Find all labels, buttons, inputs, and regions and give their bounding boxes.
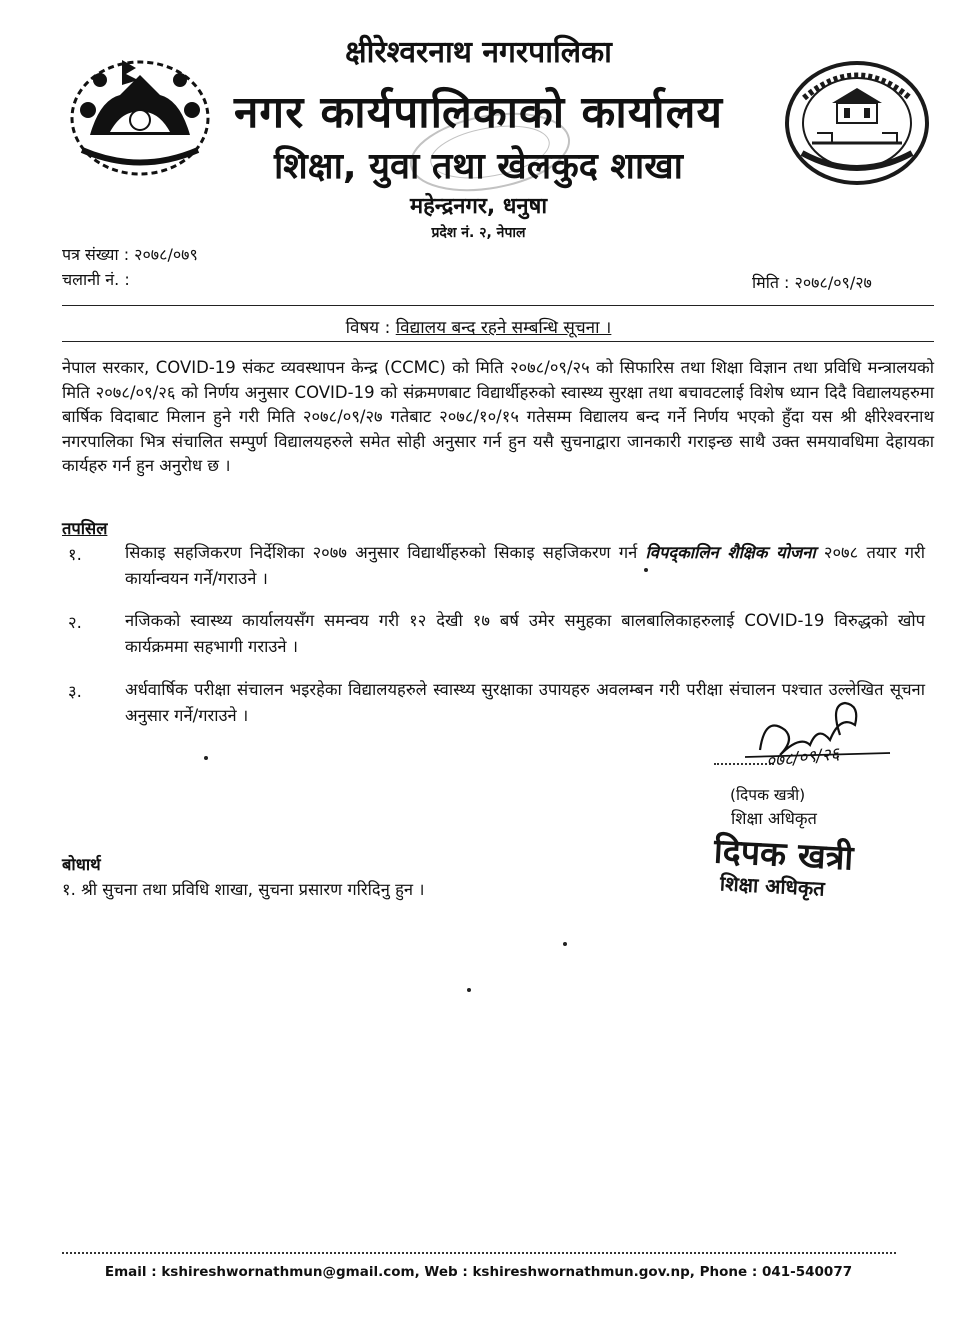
- city-address: महेन्द्रनगर, धनुषा: [409, 194, 548, 219]
- footer-divider: [62, 1252, 896, 1254]
- list-item: अर्धवार्षिक परीक्षा संचालन भइरहेका विद्यालयहरुले स्वास्थ्य सुरक्षाका उपायहरु अवलम्बन गरी परीक्षा संचालन पश्चात उल्लेखित सूचना अनुसार गर्ने/गराउने ।: [125, 680, 925, 725]
- ink-speck: [563, 942, 567, 946]
- subject-label: विषय :: [345, 318, 391, 338]
- cc-line: १. श्री सुचना तथा प्रविधि शाखा, सुचना प्रसारण गरिदिनु हुन ।: [62, 880, 425, 899]
- letter-number: पत्र संख्या : २०७८/०७९: [62, 245, 198, 264]
- cc-heading: बोधार्थ: [62, 855, 101, 874]
- province-address: प्रदेश नं. २, नेपाल: [431, 225, 526, 241]
- ink-speck: [204, 756, 208, 760]
- stamp-name: दिपक खत्री: [712, 831, 855, 879]
- list-item-text: २०७८ तयार गरी कार्यान्वयन गर्ने/गराउने ।: [125, 543, 925, 588]
- list-item-emphasis: विपद्कालिन शैक्षिक योजना: [645, 543, 816, 562]
- ink-speck: [467, 988, 471, 992]
- list-item-number: १.: [68, 545, 82, 564]
- divider: [62, 341, 934, 342]
- list-item-text: सिकाइ सहजिकरण निर्देशिका २०७७ अनुसार विद्यार्थीहरुको सिकाइ सहजिकरण गर्न: [125, 543, 646, 562]
- body-paragraph: नेपाल सरकार, COVID-19 संकट व्यवस्थापन केन्द्र (CCMC) को मिति २०७८/०९/२५ को सिफारिस तथा शिक्षा विज्ञान तथा प्रविधि मन्त्रालयको मिति २०७८/०९/२६ को निर्णय अनुसार COVID-19 को संक्रमणबाट विद्यार्थीहरुको स्वास्थ्य सुरक्षा तथा बचावटलाई विशेष ध्यान दिदै विद्यालयहरुमा बार्षिक विदाबाट मिलान हुने गरी मिति २०७८/०९/२७ गतेबाट २०७८/१०/१५ गतेसम्म विद्यालय बन्द गर्ने निर्णय भएको हुँदा यस श्री क्षीरेश्वरनाथ नगरपालिका भित्र संचालित सम्पुर्ण विद्यालयहरुले समेत सोही अनुसार गर्न हुन यसै सुचनाद्वारा जानकारी गराइन्छ साथै उक्त समयावधिमा देहायका कार्यहरु गर्न हुन अनुरोध छ ।: [62, 358, 934, 475]
- signatory-title: शिक्षा अधिकृत: [731, 809, 817, 828]
- list-heading: तपसिल: [62, 519, 108, 538]
- list-item: [125, 540, 925, 592]
- municipality-name: क्षीरेश्वरनाथ नगरपालिका: [345, 35, 612, 70]
- list-item: नजिकको स्वास्थ्य कार्यालयसँग समन्वय गरी १२ देखी १७ बर्ष उमेर समुहका बालबालिकाहरुलाई COVID-19 विरुद्धको खोप कार्यक्रममा सहभागी गराउने ।: [125, 611, 925, 656]
- dispatch-number: चलानी नं. :: [62, 270, 130, 289]
- office-name: नगर कार्यपालिकाको कार्यालय: [234, 87, 723, 138]
- subject-text: विद्यालय बन्द रहने सम्बन्धि सूचना ।: [395, 318, 612, 338]
- list-item-number: ३.: [68, 682, 82, 701]
- subject-line: [0, 315, 957, 338]
- handwritten-date: ०७८/०९/२६: [765, 744, 841, 772]
- signatory-name: (दिपक खत्री): [730, 786, 806, 804]
- branch-name: शिक्षा, युवा तथा खेलकुद शाखा: [273, 146, 683, 187]
- divider: [62, 305, 934, 306]
- name-stamp: [708, 828, 878, 918]
- ink-speck: [644, 568, 648, 572]
- list-item-number: २.: [68, 613, 82, 632]
- footer-contact: Email : kshireshwornathmun@gmail.com, Web : kshireshwornathmun.gov.np, Phone : 041-540077: [104, 1264, 853, 1280]
- stamp-title: शिक्षा अधिकृत: [719, 871, 826, 901]
- letter-date: मिति : २०७८/०९/२७: [752, 273, 872, 292]
- signature-dotted-line: [714, 763, 774, 765]
- handwritten-signature-icon: [740, 695, 900, 785]
